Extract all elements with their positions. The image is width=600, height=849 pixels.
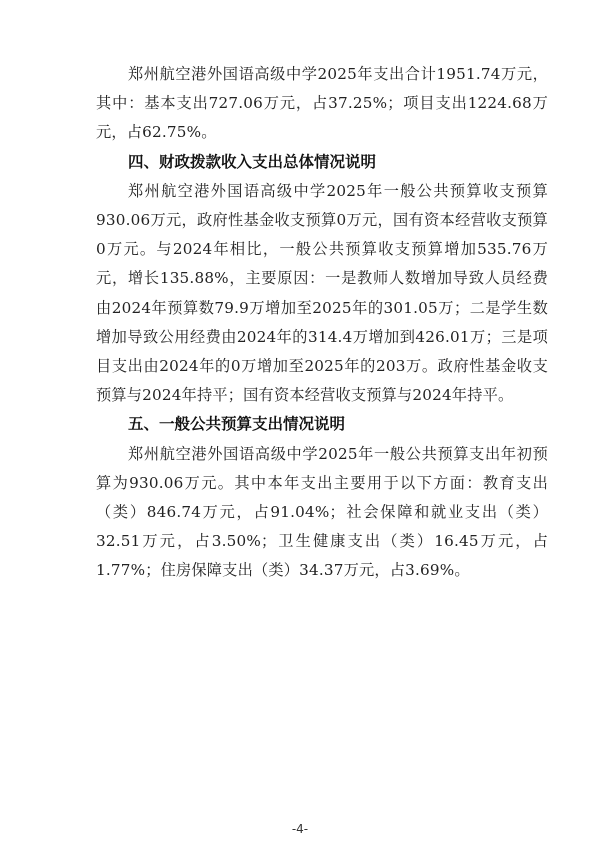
- section-heading-general-budget: 五、一般公共预算支出情况说明: [128, 415, 346, 434]
- page-number: -4-: [291, 822, 309, 836]
- document-body: [96, 60, 548, 586]
- section-heading-fiscal-overview: 四、财政拨款收入支出总体情况说明: [128, 152, 377, 171]
- paragraph-expenditure-summary: 郑州航空港外国语高级中学2025年支出合计1951.74万元，其中：基本支出727.06万元，占37.25%；项目支出1224.68万元，占62.75%。: [96, 65, 548, 142]
- paragraph-fiscal-overview: 郑州航空港外国语高级中学2025年一般公共预算收支预算930.06万元，政府性基金收支预算0万元，国有资本经营收支预算0万元。与2024年相比，一般公共预算收支预算增加535.76万元，增长135.88%，主要原因：一是教师人数增加导致人员经费由2024年预算数79.9万增加至2025年的301.05万；二是学生数增加导致公用经费由2024年的314.4万增加到426.01万；三是项目支出由2024年的0万增加至2025年的203万。政府性基金收支预算与2024年持平；国有资本经营收支预算与2024年持平。: [96, 181, 548, 405]
- paragraph-general-budget: 郑州航空港外国语高级中学2025年一般公共预算支出年初预算为930.06万元。其中本年支出主要用于以下方面：教育支出（类）846.74万元，占91.04%；社会保障和就业支出（类）32.51万元，占3.50%；卫生健康支出（类）16.45万元，占1.77%；住房保障支出（类）34.37万元，占3.69%。: [96, 444, 548, 580]
